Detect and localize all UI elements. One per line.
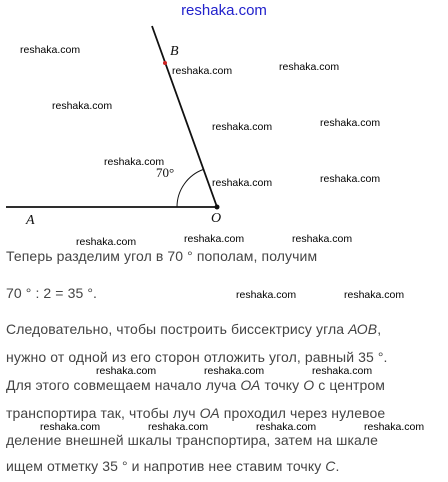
watermark: reshaka.com [256,421,317,433]
label-b: B [170,44,179,59]
text-line-5-pre: Для этого совмещаем начало луча [6,377,241,393]
text-line-5-mid: точку [260,377,304,393]
text-line-5 [6,377,385,393]
site-title[interactable]: reshaka.com [181,2,267,19]
text-line-3 [6,321,381,337]
watermark: reshaka.com [184,233,245,245]
text-line-8-pre: ищем отметку 35 ° и напротив нее ставим точку [6,458,326,474]
angle-label: 70° [156,165,175,180]
text-line-8-post: . [335,458,340,474]
watermark: reshaka.com [292,233,353,245]
point-name-c: С [325,458,336,474]
watermark: reshaka.com [312,365,373,377]
watermark: reshaka.com [148,421,209,433]
text-line-3-post: , [377,321,382,337]
watermark: reshaka.com [279,61,340,73]
watermark: reshaka.com [344,289,405,301]
text-line-3-pre: Следовательно, чтобы построить биссектрису угла [6,321,349,337]
angle-arc [177,169,204,207]
ray-name-oa-2: ОА [199,405,220,421]
text-line-7: деление внешней шкалы транспортира, затем на шкале [6,432,379,448]
text-line-1: Теперь разделим угол в 70 ° пополам, получим [6,248,318,264]
watermark: reshaka.com [96,365,157,377]
angle-name-aob: АОВ [348,321,378,337]
watermark: reshaka.com [172,65,233,77]
watermark: reshaka.com [104,156,165,168]
watermark: reshaka.com [204,365,265,377]
text-line-5-post: с центром [314,377,386,393]
watermark: reshaka.com [212,177,273,189]
point-b [163,61,167,65]
ray-name-oa: ОА [240,377,261,393]
watermark: reshaka.com [20,44,81,56]
watermark: reshaka.com [212,121,273,133]
text-line-6 [6,405,385,421]
text-line-4: нужно от одной из его сторон отложить угол, равный 35 °. [6,349,388,365]
text-line-8 [6,458,340,474]
watermark: reshaka.com [364,421,425,433]
text-line-2: 70 ° : 2 = 35 °. [6,285,98,301]
point-o [215,205,220,210]
watermark: reshaka.com [236,289,297,301]
watermark: reshaka.com [52,100,113,112]
watermark: reshaka.com [40,421,101,433]
text-line-6-pre: транспортира так, чтобы луч [6,405,200,421]
label-o: O [211,211,222,226]
label-a: A [26,213,35,228]
point-name-o: О [303,377,315,393]
angle-figure [0,0,448,240]
text-line-6-post: проходил через нулевое [219,405,386,421]
watermark: reshaka.com [76,236,137,248]
watermark: reshaka.com [320,173,381,185]
watermark: reshaka.com [320,117,381,129]
